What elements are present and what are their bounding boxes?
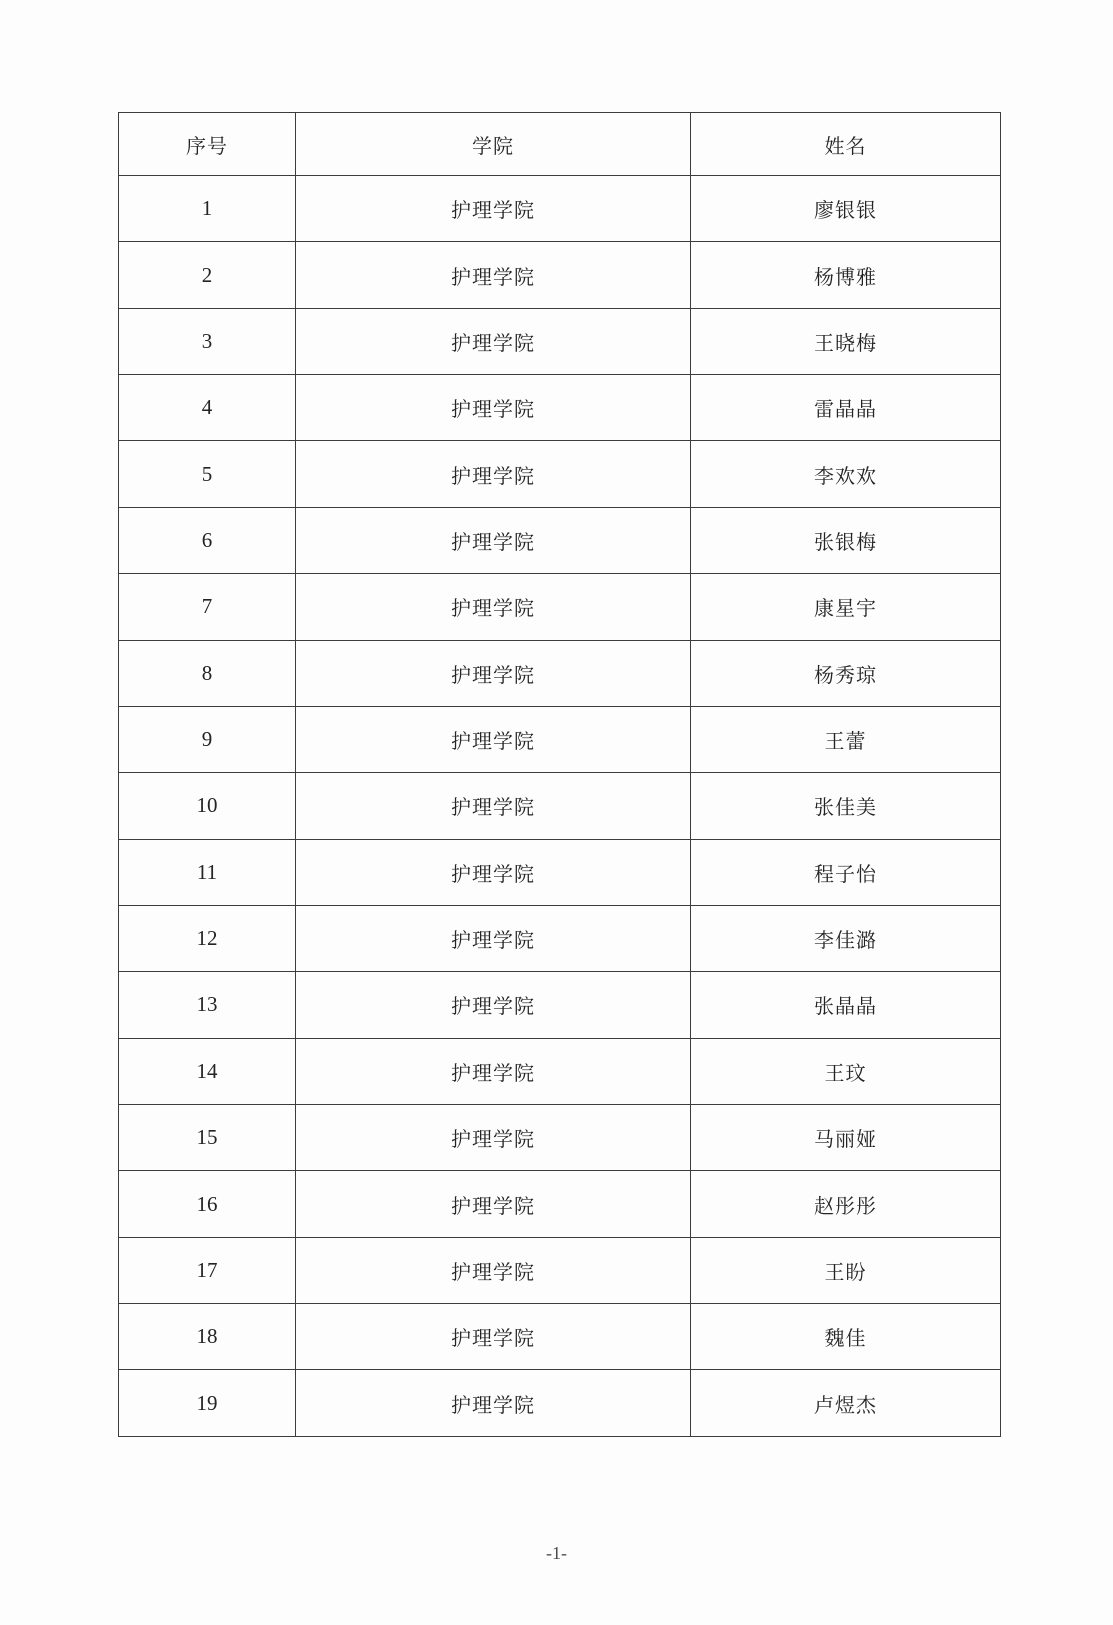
header-college: 学院 bbox=[296, 113, 691, 176]
college-cell: 护理学院 bbox=[296, 1304, 691, 1370]
name-cell: 廖银银 bbox=[691, 176, 1001, 242]
table-row bbox=[119, 1038, 1001, 1104]
college-cell: 护理学院 bbox=[296, 1038, 691, 1104]
serial-number-cell: 5 bbox=[119, 441, 296, 507]
college-cell: 护理学院 bbox=[296, 1171, 691, 1237]
table-row bbox=[119, 308, 1001, 374]
serial-number-cell: 2 bbox=[119, 242, 296, 308]
table-row bbox=[119, 507, 1001, 573]
name-cell: 魏佳 bbox=[691, 1304, 1001, 1370]
table-row bbox=[119, 574, 1001, 640]
table-header-row bbox=[119, 113, 1001, 176]
table-row bbox=[119, 640, 1001, 706]
name-cell: 李佳潞 bbox=[691, 905, 1001, 971]
serial-number-cell: 17 bbox=[119, 1237, 296, 1303]
table-row bbox=[119, 905, 1001, 971]
college-cell: 护理学院 bbox=[296, 706, 691, 772]
serial-number-cell: 7 bbox=[119, 574, 296, 640]
name-cell: 杨博雅 bbox=[691, 242, 1001, 308]
serial-number-cell: 10 bbox=[119, 773, 296, 839]
college-cell: 护理学院 bbox=[296, 242, 691, 308]
name-cell: 李欢欢 bbox=[691, 441, 1001, 507]
table-row bbox=[119, 1304, 1001, 1370]
name-cell: 王晓梅 bbox=[691, 308, 1001, 374]
college-cell: 护理学院 bbox=[296, 640, 691, 706]
table-row bbox=[119, 839, 1001, 905]
serial-number-cell: 6 bbox=[119, 507, 296, 573]
header-name: 姓名 bbox=[691, 113, 1001, 176]
table-row bbox=[119, 176, 1001, 242]
name-cell: 张佳美 bbox=[691, 773, 1001, 839]
college-cell: 护理学院 bbox=[296, 1105, 691, 1171]
serial-number-cell: 12 bbox=[119, 905, 296, 971]
serial-number-cell: 16 bbox=[119, 1171, 296, 1237]
college-cell: 护理学院 bbox=[296, 972, 691, 1038]
name-cell: 张晶晶 bbox=[691, 972, 1001, 1038]
page-number: -1- bbox=[546, 1543, 567, 1563]
serial-number-cell: 13 bbox=[119, 972, 296, 1038]
serial-number-cell: 9 bbox=[119, 706, 296, 772]
serial-number-cell: 11 bbox=[119, 839, 296, 905]
college-cell: 护理学院 bbox=[296, 1237, 691, 1303]
college-cell: 护理学院 bbox=[296, 1370, 691, 1437]
college-cell: 护理学院 bbox=[296, 839, 691, 905]
college-cell: 护理学院 bbox=[296, 773, 691, 839]
serial-number-cell: 8 bbox=[119, 640, 296, 706]
serial-number-cell: 4 bbox=[119, 375, 296, 441]
table-row bbox=[119, 773, 1001, 839]
serial-number-cell: 3 bbox=[119, 308, 296, 374]
college-cell: 护理学院 bbox=[296, 507, 691, 573]
serial-number-cell: 14 bbox=[119, 1038, 296, 1104]
name-cell: 王玟 bbox=[691, 1038, 1001, 1104]
name-cell: 马丽娅 bbox=[691, 1105, 1001, 1171]
college-cell: 护理学院 bbox=[296, 176, 691, 242]
table-row bbox=[119, 1237, 1001, 1303]
table-row bbox=[119, 441, 1001, 507]
name-cell: 程子怡 bbox=[691, 839, 1001, 905]
table-row bbox=[119, 972, 1001, 1038]
college-cell: 护理学院 bbox=[296, 308, 691, 374]
name-cell: 雷晶晶 bbox=[691, 375, 1001, 441]
name-cell: 赵彤彤 bbox=[691, 1171, 1001, 1237]
table-row bbox=[119, 706, 1001, 772]
college-cell: 护理学院 bbox=[296, 375, 691, 441]
name-cell: 卢煜杰 bbox=[691, 1370, 1001, 1437]
college-cell: 护理学院 bbox=[296, 905, 691, 971]
serial-number-cell: 19 bbox=[119, 1370, 296, 1437]
serial-number-cell: 15 bbox=[119, 1105, 296, 1171]
name-cell: 张银梅 bbox=[691, 507, 1001, 573]
college-cell: 护理学院 bbox=[296, 574, 691, 640]
table-row bbox=[119, 1171, 1001, 1237]
name-cell: 康星宇 bbox=[691, 574, 1001, 640]
table-body bbox=[119, 176, 1001, 1437]
table-row bbox=[119, 242, 1001, 308]
header-serial-number: 序号 bbox=[119, 113, 296, 176]
table-row bbox=[119, 1370, 1001, 1437]
name-cell: 杨秀琼 bbox=[691, 640, 1001, 706]
name-cell: 王盼 bbox=[691, 1237, 1001, 1303]
table-row bbox=[119, 1105, 1001, 1171]
serial-number-cell: 18 bbox=[119, 1304, 296, 1370]
name-cell: 王蕾 bbox=[691, 706, 1001, 772]
student-list-table bbox=[118, 112, 1001, 1437]
table-row bbox=[119, 375, 1001, 441]
serial-number-cell: 1 bbox=[119, 176, 296, 242]
college-cell: 护理学院 bbox=[296, 441, 691, 507]
